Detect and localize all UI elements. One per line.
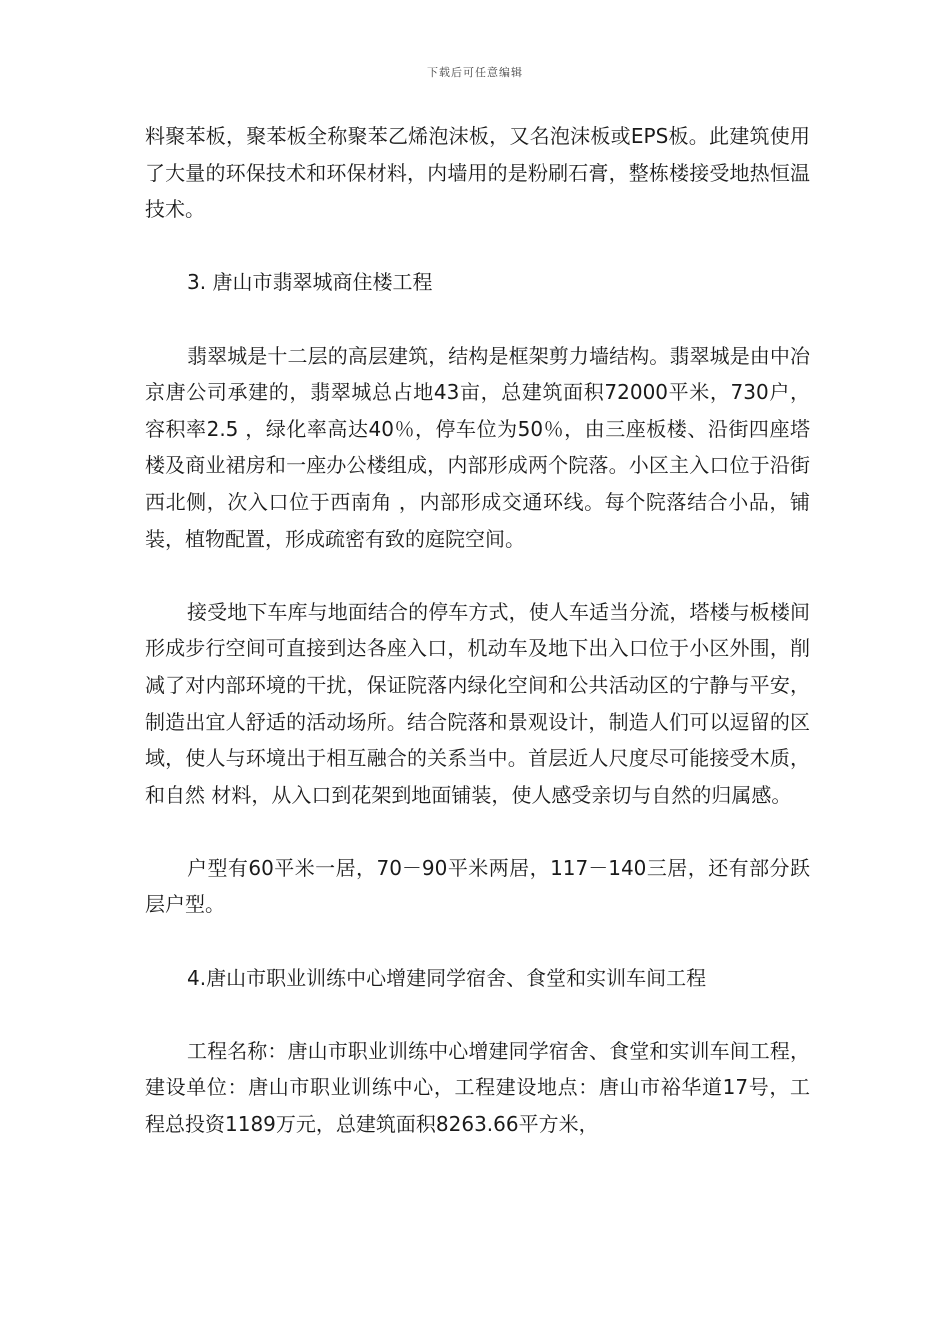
section-heading-4: 4.唐山市职业训练中心增建同学宿舍、食堂和实训车间工程 xyxy=(187,965,707,990)
paragraph-gap xyxy=(145,228,810,265)
paragraph-4: 户型有60平米一居，70－90平米两居，117－140三居，还有部分跃层户型。 xyxy=(145,855,810,917)
paragraph-gap xyxy=(145,996,810,1033)
page-header: 下载后可任意编辑 xyxy=(427,66,523,79)
paragraph-5: 工程名称：唐山市职业训练中心增建同学宿舍、食堂和实训车间工程，建设单位：唐山市职业训练中心，工程建设地点：唐山市裕华道17号，工程总投资1189万元，总建筑面积8263.66平方米， xyxy=(145,1038,810,1137)
paragraph-gap xyxy=(145,301,810,338)
section-heading-3: 3. 唐山市翡翠城商住楼工程 xyxy=(187,270,433,295)
document-body xyxy=(145,118,810,1143)
paragraph-gap xyxy=(145,557,810,594)
paragraph-3: 接受地下车库与地面结合的停车方式，使人车适当分流，塔楼与板楼间形成步行空间可直接到达各座入口，机动车及地下出入口位于小区外围，削减了对内部环境的干扰，保证院落内绿化空间和公共活动区的宁静与平安，制造出宜人舒适的活动场所。结合院落和景观设计，制造人们可以逗留的区域，使人与环境出于相互融合的关系当中。首层近人尺度尽可能接受木质，和自然 材料，从入口到花架到地面铺装，使人感受亲切与自然的归属感。 xyxy=(145,599,810,807)
paragraph-gap xyxy=(145,813,810,850)
paragraph-1: 料聚苯板，聚苯板全称聚苯乙烯泡沫板，又名泡沫板或EPS板。此建筑使用了大量的环保技术和环保材料，内墙用的是粉刷石膏，整栋楼接受地热恒温技术。 xyxy=(145,124,810,222)
paragraph-gap xyxy=(145,923,810,960)
paragraph-2: 翡翠城是十二层的高层建筑，结构是框架剪力墙结构。翡翠城是由中冶京唐公司承建的，翡翠城总占地43亩，总建筑面积72000平米，730户，容积率2.5 ，绿化率高达40％，停车位为50％，由三座板楼、沿街四座塔楼及商业裙房和一座办公楼组成，内部形成两个院落。小区主入口位于沿街西北侧，次入口位于西南角 ，内部形成交通环线。每个院落结合小品，铺装，植物配置，形成疏密有致的庭院空间。 xyxy=(145,343,810,551)
